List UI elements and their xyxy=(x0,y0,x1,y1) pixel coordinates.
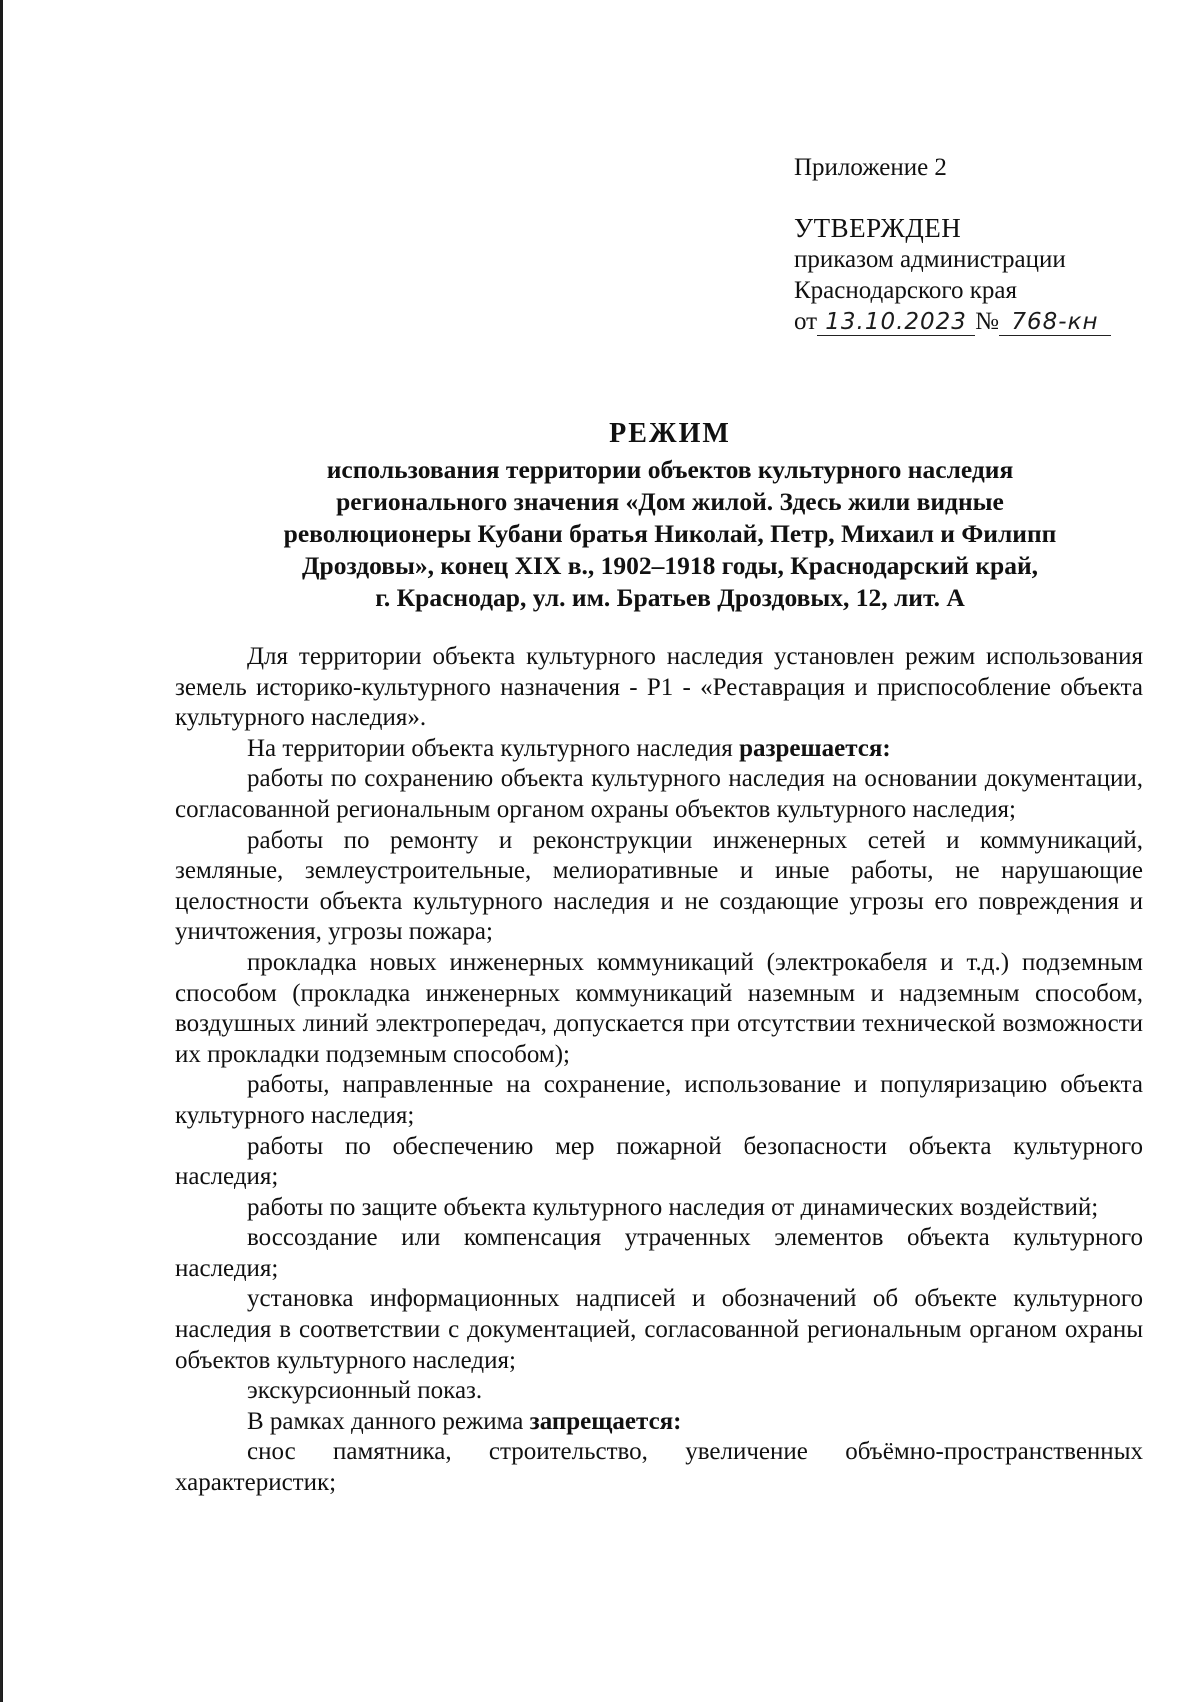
date-prefix: от xyxy=(794,308,818,335)
allowed-heading xyxy=(175,734,1143,765)
allowed-item: работы по ремонту и реконструкции инженерных сетей и коммуникаций, земляные, землеустроительные, мелиоративные и иные работы, не нарушающие целостности объекта культурного наследия и не создающие угрозы его повреждения и уничтожения, угрозы пожара; xyxy=(175,826,1143,946)
scan-bottom-edge-mark xyxy=(0,1560,6,1702)
subtitle-line: регионального значения «Дом жилой. Здесь жили видные xyxy=(336,487,1004,516)
document-body xyxy=(175,642,1143,1499)
allowed-item: работы по защите объекта культурного наследия от динамических воздействий; xyxy=(247,1193,1099,1221)
allowed-item: экскурсионный показ. xyxy=(247,1377,483,1405)
subtitle-line: г. Краснодар, ул. им. Братьев Дроздовых, 12, лит. А xyxy=(375,583,965,612)
intro-paragraph: Для территории объекта культурного наследия установлен режим использования земель историко-культурного назначения - Р1 - «Реставрация и приспособление объекта культурного наследия». xyxy=(175,643,1143,732)
subtitle-line: революционеры Кубани братья Николай, Петр, Михаил и Филипп xyxy=(283,519,1057,548)
allowed-lead: На территории объекта культурного наследия xyxy=(247,734,740,762)
prohibited-item: снос памятника, строительство, увеличение объёмно-пространственных характеристик; xyxy=(175,1438,1143,1497)
approved-label: УТВЕРЖДЕН xyxy=(794,213,962,243)
approval-line-region: Краснодарского края xyxy=(794,277,1017,304)
document-heading xyxy=(175,418,1165,614)
approval-block xyxy=(794,152,1174,337)
allowed-item: работы, направленные на сохранение, использование и популяризацию объекта культурного наследия; xyxy=(175,1071,1143,1129)
subtitle-line: Дроздовы», конец XIX в., 1902–1918 годы, Краснодарский край, xyxy=(301,551,1039,580)
handwritten-date: 13.10.2023 xyxy=(817,309,975,336)
handwritten-number: 768-кн xyxy=(999,309,1111,336)
allowed-item: работы по сохранению объекта культурного наследия на основании документации, согласованной региональным органом охраны объектов культурного наследия; xyxy=(175,765,1143,823)
allowed-item: работы по обеспечению мер пожарной безопасности объекта культурного наследия; xyxy=(175,1132,1143,1191)
prohibited-heading xyxy=(175,1407,1143,1438)
approval-line-order: приказом администрации xyxy=(794,246,1066,273)
approval-date-line xyxy=(794,306,1174,337)
allowed-keyword: разрешается: xyxy=(739,734,891,762)
document-title: РЕЖИМ xyxy=(609,418,731,449)
scan-left-edge xyxy=(0,0,3,1702)
prohibited-lead: В рамках данного режима xyxy=(247,1407,530,1435)
subtitle-line: использования территории объектов культурного наследия xyxy=(326,455,1014,484)
allowed-item: установка информационных надписей и обозначений об объекте культурного наследия в соответствии с документацией, согласованной региональным органом охраны объектов культурного наследия; xyxy=(175,1285,1143,1374)
appendix-label: Приложение 2 xyxy=(794,154,947,181)
allowed-item: воссоздание или компенсация утраченных элементов объекта культурного наследия; xyxy=(175,1224,1143,1282)
allowed-item: прокладка новых инженерных коммуникаций (электрокабеля и т.д.) подземным способом (прокладка инженерных коммуникаций наземным и надземным способом, воздушных линий электропередач, допускается при отсутствии технической возможности их прокладки подземным способом); xyxy=(175,948,1143,1068)
prohibited-keyword: запрещается: xyxy=(529,1407,682,1435)
number-prefix: № xyxy=(975,308,999,335)
